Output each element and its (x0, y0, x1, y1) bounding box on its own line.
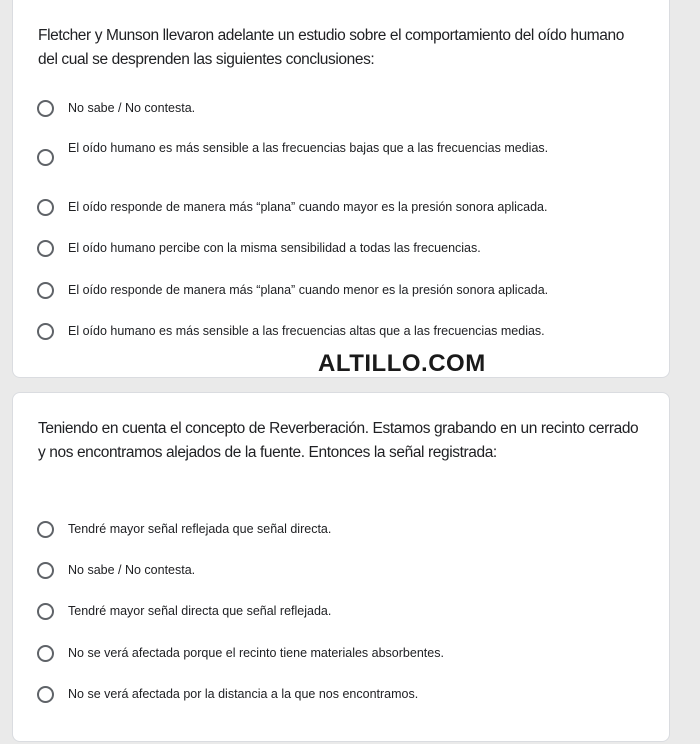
question-1-text: Fletcher y Munson llevaron adelante un estudio sobre el comportamiento del oído humano del cual se desprenden las siguientes conclusiones: (38, 27, 624, 68)
q2-option-2-label: No sabe / No contesta. (68, 563, 196, 577)
radio-button[interactable] (37, 282, 54, 299)
q2-option-3-label: Tendré mayor señal directa que señal reflejada. (68, 604, 332, 618)
watermark-text: ALTILLO.COM (318, 350, 486, 377)
radio-button[interactable] (37, 521, 54, 538)
question-2-text: Teniendo en cuenta el concepto de Reverberación. Estamos grabando en un recinto cerrado y nos encontramos alejados de la fuente. Entonces la señal registrada: (38, 420, 639, 461)
radio-button[interactable] (37, 686, 54, 703)
q1-option-6[interactable] (37, 322, 649, 341)
q1-option-1-label: No sabe / No contesta. (68, 101, 196, 115)
q1-option-5-label: El oído responde de manera más “plana” cuando menor es la presión sonora aplicada. (68, 283, 549, 297)
q1-option-2-label: El oído humano es más sensible a las frecuencias bajas que a las frecuencias medias. (68, 141, 549, 155)
q2-option-3[interactable] (37, 602, 649, 621)
radio-button[interactable] (37, 323, 54, 340)
q1-option-3-label: El oído responde de manera más “plana” cuando mayor es la presión sonora aplicada. (68, 200, 548, 214)
radio-button[interactable] (37, 603, 54, 620)
q1-option-4-label: El oído humano percibe con la misma sensibilidad a todas las frecuencias. (68, 241, 481, 255)
q1-option-1[interactable] (37, 99, 649, 118)
q1-option-5[interactable] (37, 281, 649, 300)
question-card-1 (12, 0, 670, 378)
q2-option-1-label: Tendré mayor señal reflejada que señal directa. (68, 522, 332, 536)
q2-option-5-label: No se verá afectada por la distancia a la que nos encontramos. (68, 687, 419, 701)
q2-option-5[interactable] (37, 685, 649, 704)
q2-option-4-label: No se verá afectada porque el recinto tiene materiales absorbentes. (68, 646, 444, 660)
q1-option-3[interactable] (37, 198, 649, 217)
radio-button[interactable] (37, 645, 54, 662)
q2-option-2[interactable] (37, 561, 649, 580)
q1-option-6-label: El oído humano es más sensible a las frecuencias altas que a las frecuencias medias. (68, 324, 545, 338)
radio-button[interactable] (37, 199, 54, 216)
q1-option-2[interactable] (37, 139, 649, 166)
q1-option-4[interactable] (37, 239, 649, 258)
question-card-2 (12, 392, 670, 742)
radio-button[interactable] (37, 100, 54, 117)
radio-button[interactable] (37, 149, 54, 166)
q2-option-1[interactable] (37, 520, 649, 539)
radio-button[interactable] (37, 240, 54, 257)
q2-option-4[interactable] (37, 644, 649, 663)
radio-button[interactable] (37, 562, 54, 579)
